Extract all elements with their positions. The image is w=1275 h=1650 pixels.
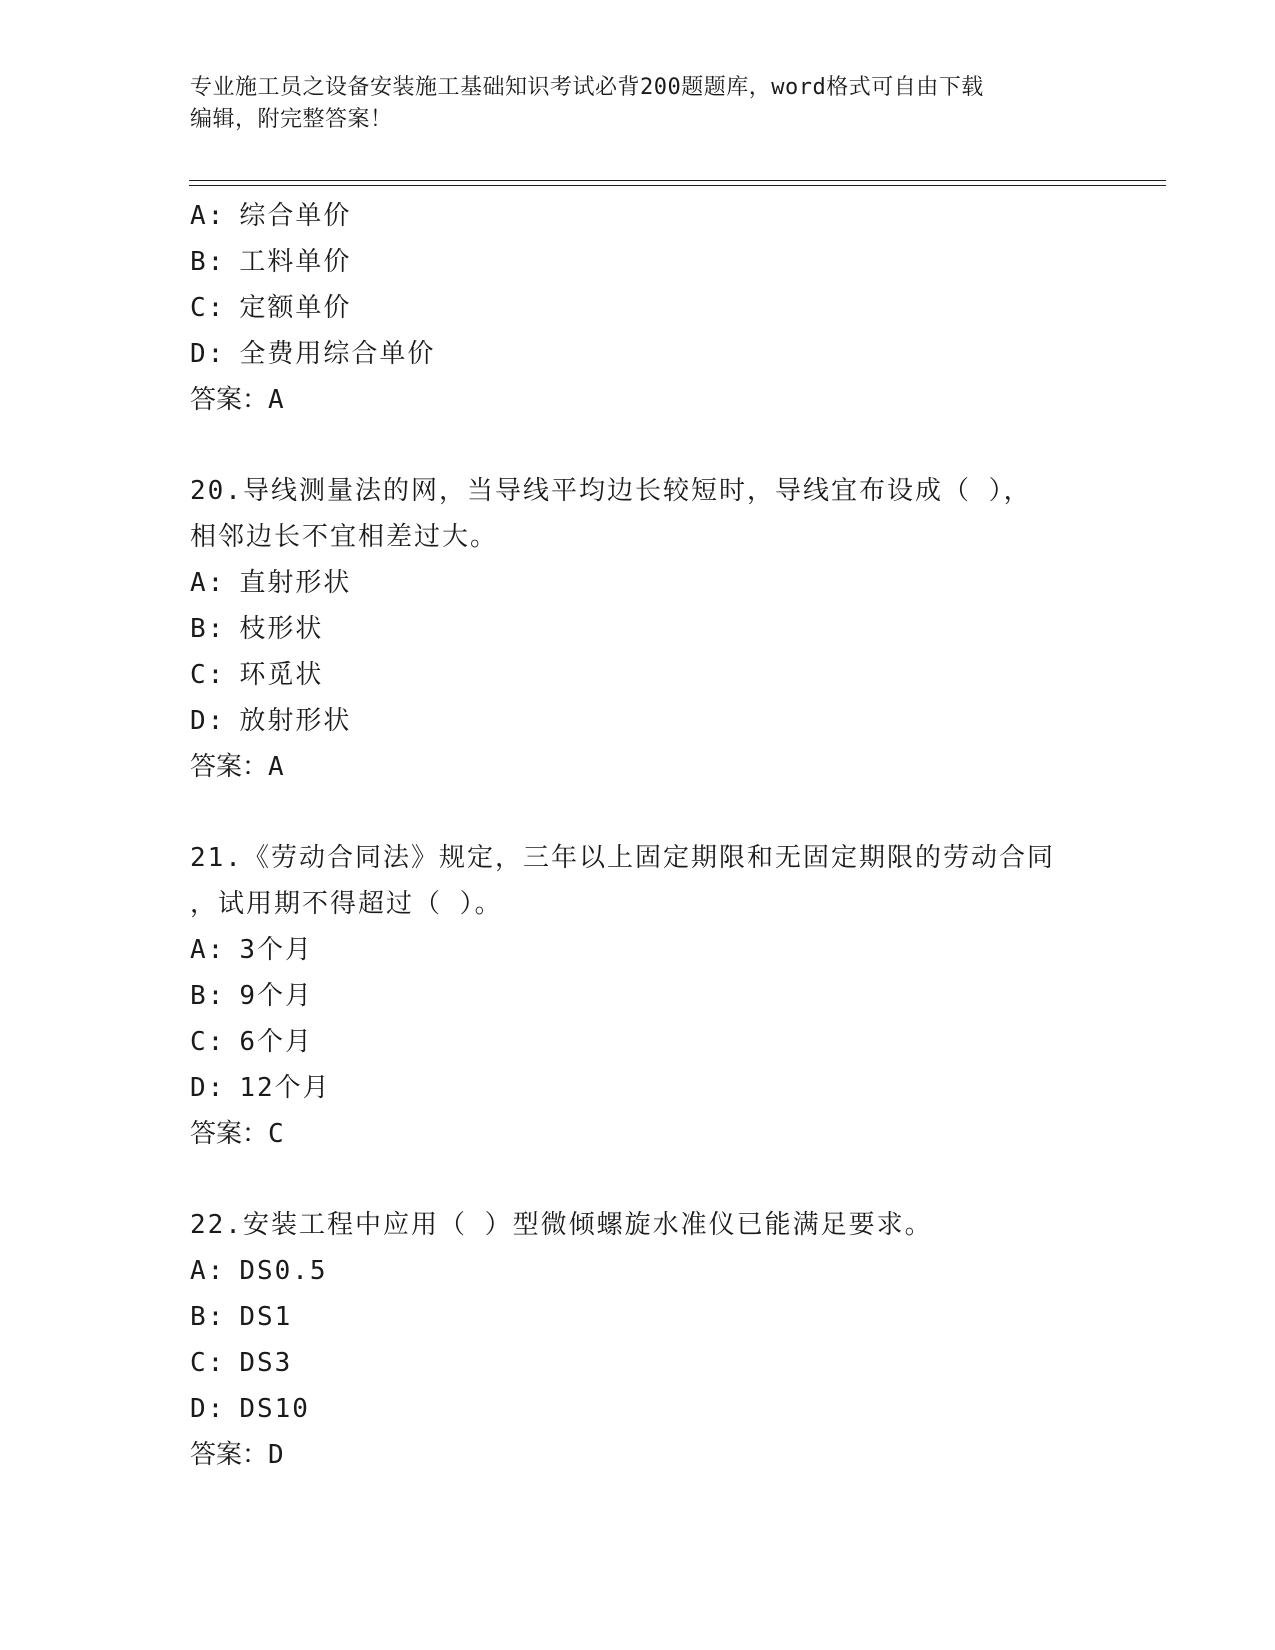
answer-value: A	[268, 385, 286, 415]
option-letter: C:	[190, 1348, 226, 1378]
option-item	[190, 331, 1150, 377]
option-letter: A:	[190, 1256, 226, 1286]
header-title-line-2: 编辑，附完整答案！	[190, 107, 393, 132]
answer-label: 答案：	[190, 385, 269, 415]
block-spacer	[190, 423, 1150, 468]
option-item	[190, 1248, 1150, 1294]
question-text-line: ，试用期不得超过（ ）。	[190, 889, 503, 919]
header-title-line-1: 专业施工员之设备安装施工基础知识考试必背200题题库，word格式可自由下载	[190, 75, 984, 100]
question-block	[190, 193, 1150, 423]
option-letter: D:	[190, 1394, 226, 1424]
question-text-line: 22.安装工程中应用（ ）型微倾螺旋水准仪已能满足要求。	[190, 1210, 933, 1240]
option-letter: C:	[190, 293, 226, 323]
answer-line	[190, 1432, 1150, 1478]
option-letter: A:	[190, 568, 226, 598]
option-letter: B:	[190, 981, 226, 1011]
option-text: DS3	[239, 1348, 293, 1378]
answer-label: 答案：	[190, 1440, 269, 1470]
option-letter: C:	[190, 1027, 226, 1057]
answer-value: C	[268, 1119, 286, 1149]
option-text: 3个月	[239, 935, 313, 965]
option-text: DS10	[239, 1394, 310, 1424]
document-header	[190, 72, 1090, 136]
question-text-line: 相邻边长不宜相差过大。	[190, 522, 499, 552]
option-item	[190, 927, 1150, 973]
answer-value: D	[268, 1440, 286, 1470]
option-item	[190, 193, 1150, 239]
option-item	[190, 698, 1150, 744]
option-text: 环觅状	[239, 660, 324, 690]
option-text: 6个月	[239, 1027, 313, 1057]
option-item	[190, 652, 1150, 698]
option-item	[190, 1019, 1150, 1065]
question-block	[190, 835, 1150, 1157]
option-item	[190, 1386, 1150, 1432]
answer-line	[190, 744, 1150, 790]
answer-line	[190, 377, 1150, 423]
header-divider-bottom	[189, 185, 1166, 186]
question-block	[190, 468, 1150, 790]
option-item	[190, 560, 1150, 606]
option-letter: B:	[190, 1302, 226, 1332]
option-letter: B:	[190, 614, 226, 644]
block-spacer	[190, 1157, 1150, 1202]
header-divider-top	[189, 180, 1166, 181]
option-letter: C:	[190, 660, 226, 690]
answer-label: 答案：	[190, 752, 269, 782]
option-letter: A:	[190, 201, 226, 231]
option-letter: A:	[190, 935, 226, 965]
question-list	[190, 193, 1150, 1478]
option-text: 12个月	[239, 1073, 331, 1103]
option-item	[190, 1294, 1150, 1340]
option-letter: D:	[190, 339, 226, 369]
option-text: 直射形状	[239, 568, 352, 598]
answer-label: 答案：	[190, 1119, 269, 1149]
option-text: 定额单价	[239, 293, 352, 323]
question-text-line: 21.《劳动合同法》规定，三年以上固定期限和无固定期限的劳动合同	[190, 843, 1055, 873]
option-letter: D:	[190, 1073, 226, 1103]
option-letter: B:	[190, 247, 226, 277]
option-text: 全费用综合单价	[239, 339, 436, 369]
option-text: DS0.5	[239, 1256, 328, 1286]
option-item	[190, 1340, 1150, 1386]
option-text: 综合单价	[239, 201, 352, 231]
option-item	[190, 285, 1150, 331]
option-text: 枝形状	[239, 614, 324, 644]
option-text: 9个月	[239, 981, 313, 1011]
option-letter: D:	[190, 706, 226, 736]
option-text: 放射形状	[239, 706, 352, 736]
question-block	[190, 1202, 1150, 1478]
answer-line	[190, 1111, 1150, 1157]
option-item	[190, 1065, 1150, 1111]
option-item	[190, 973, 1150, 1019]
answer-value: A	[268, 752, 286, 782]
block-spacer	[190, 790, 1150, 835]
option-text: 工料单价	[239, 247, 352, 277]
question-text-line: 20.导线测量法的网，当导线平均边长较短时，导线宜布设成（ ），	[190, 476, 1032, 506]
option-item	[190, 606, 1150, 652]
option-text: DS1	[239, 1302, 293, 1332]
option-item	[190, 239, 1150, 285]
